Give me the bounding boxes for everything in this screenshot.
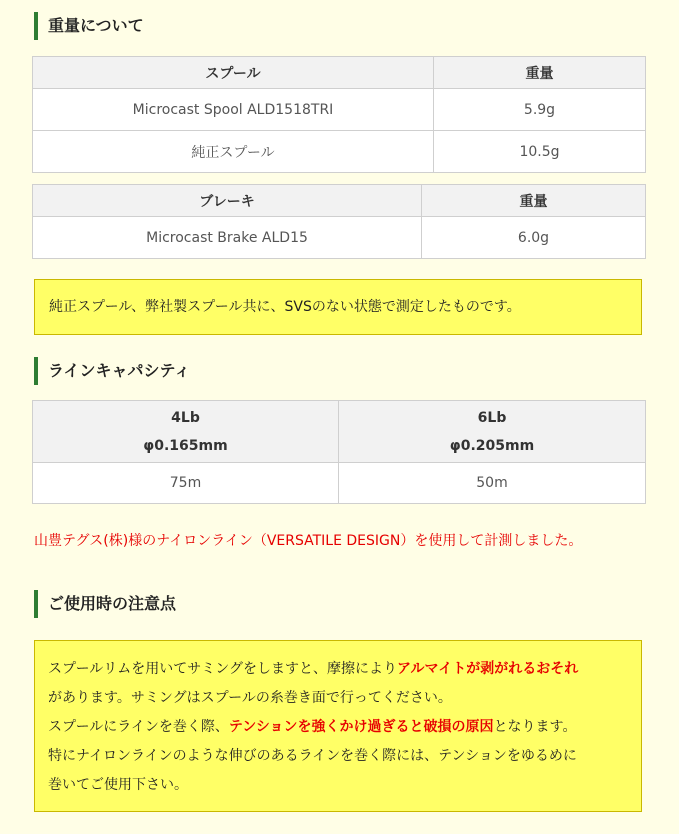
caution-line-5: 巻いてご使用下さい。 bbox=[48, 777, 188, 793]
table-row bbox=[33, 89, 646, 131]
weight-note-box: 純正スプール、弊社製スプール共に、SVSのない状態で測定したものです。 bbox=[34, 279, 642, 335]
line-capacity-heading: ラインキャパシティ bbox=[34, 357, 190, 385]
weight-heading: 重量について bbox=[34, 12, 144, 40]
spool-weight-cell: 5.9g bbox=[434, 89, 646, 131]
column-header-6lb bbox=[339, 401, 646, 463]
column-header: 重量 bbox=[434, 57, 646, 89]
line-diameter: φ0.165mm bbox=[143, 437, 228, 454]
caution-line-3 bbox=[48, 713, 641, 742]
column-header: 重量 bbox=[422, 185, 646, 217]
table-row bbox=[33, 463, 646, 504]
capacity-cell: 75m bbox=[33, 463, 339, 504]
table-header-row bbox=[33, 57, 646, 89]
caution-note-box bbox=[34, 640, 642, 812]
line-capacity-note: 山豊テグス(株)様のナイロンライン（VERSATILE DESIGN）を使用して計測しました。 bbox=[34, 533, 583, 549]
caution-line-2: があります。サミングはスプールの糸巻き面で行ってください。 bbox=[48, 690, 452, 706]
spool-name-cell: 純正スプール bbox=[33, 131, 434, 173]
caution-line-1 bbox=[48, 655, 641, 684]
caution-emphasis: アルマイトが剥がれるおそれ bbox=[397, 661, 579, 677]
brake-name-cell: Microcast Brake ALD15 bbox=[33, 217, 422, 259]
line-capacity-table bbox=[32, 400, 646, 504]
caution-emphasis: テンションを強くかけ過ぎると破損の原因 bbox=[228, 719, 494, 735]
spool-name-cell: Microcast Spool ALD1518TRI bbox=[33, 89, 434, 131]
capacity-cell: 50m bbox=[339, 463, 646, 504]
caution-heading: ご使用時の注意点 bbox=[34, 590, 176, 618]
spool-weight-cell: 10.5g bbox=[434, 131, 646, 173]
brake-weight-table bbox=[32, 184, 646, 259]
spool-weight-table bbox=[32, 56, 646, 173]
caution-text: スプールリムを用いてサミングをしますと、摩擦により bbox=[48, 661, 398, 677]
column-header-4lb bbox=[33, 401, 339, 463]
caution-text: となります。 bbox=[493, 719, 577, 735]
table-header-row bbox=[33, 401, 646, 463]
line-diameter: φ0.205mm bbox=[449, 437, 535, 454]
caution-line-4: 特にナイロンラインのような伸びのあるラインを巻く際には、テンションをゆるめに bbox=[48, 748, 577, 764]
caution-text: スプールにラインを巻く際、 bbox=[48, 719, 229, 735]
line-strength: 4Lb bbox=[171, 409, 200, 426]
table-row bbox=[33, 131, 646, 173]
column-header: スプール bbox=[33, 57, 434, 89]
table-header-row bbox=[33, 185, 646, 217]
column-header: ブレーキ bbox=[33, 185, 422, 217]
brake-weight-cell: 6.0g bbox=[422, 217, 646, 259]
line-strength: 6Lb bbox=[477, 409, 507, 426]
table-row bbox=[33, 217, 646, 259]
